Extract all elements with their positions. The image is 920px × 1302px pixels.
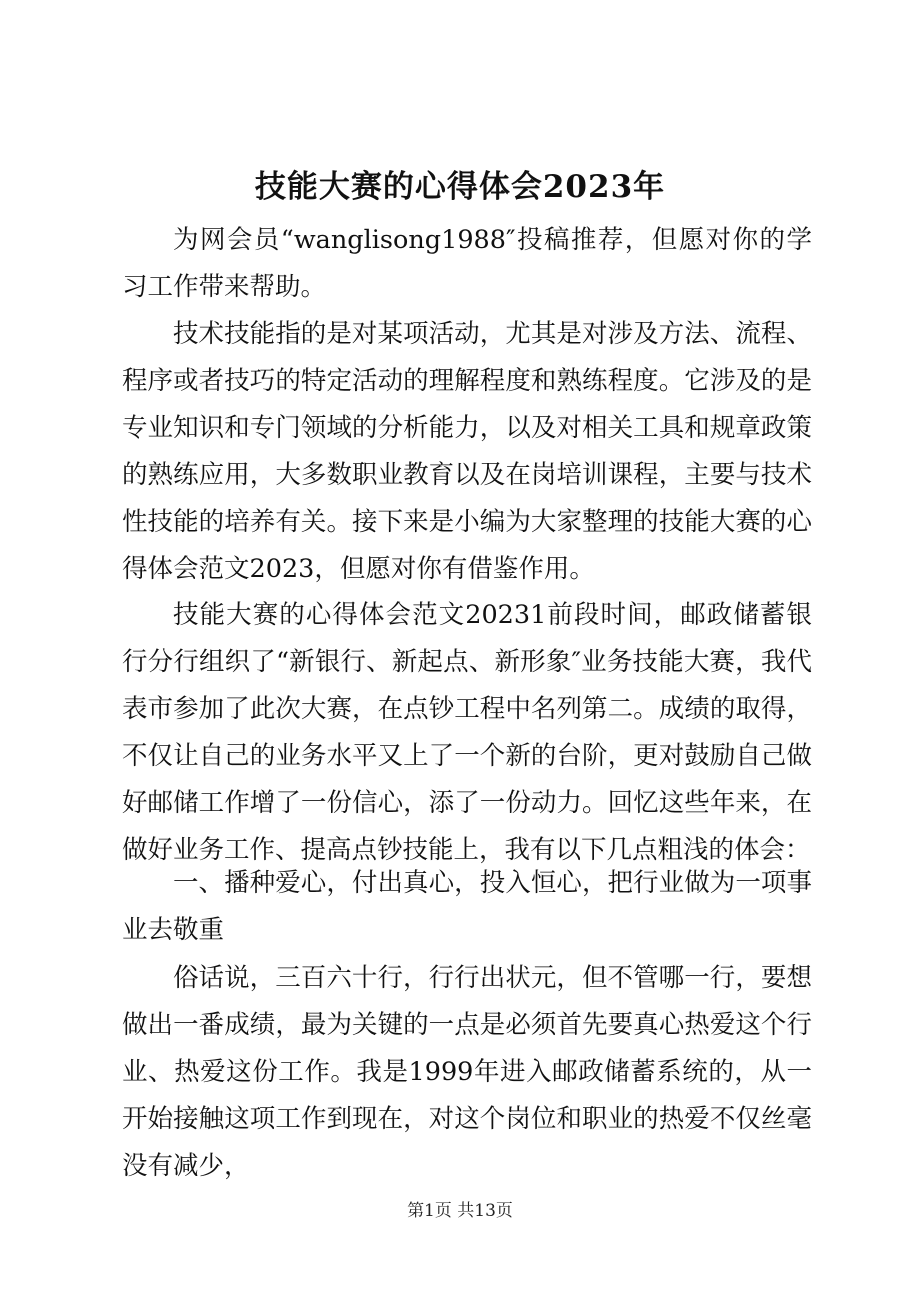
paragraph-intro: 为网会员“wanglisong1988″投稿推荐，但愿对你的学习工作带来帮助。: [122, 225, 812, 302]
page-number-footer: 第1页 共13页: [407, 1201, 513, 1221]
paragraph-sample-essay: 技能大赛的心得体会范文20231前段时间，邮政储蓄银行分行组织了“新银行、新起点、新形象″业务技能大赛，我代表市参加了此次大赛，在点钞工程中名列第二。成绩的取得，不仅让自己的业务水平又上了一个新的台阶，更对鼓励自己做好邮储工作增了一份信心，添了一份动力。回忆这些年来，在做好业务工作、提高点钞技能上，我有以下几点粗浅的体会：: [122, 600, 812, 865]
document-title: 技能大赛的心得体会2023年: [254, 169, 666, 205]
paragraph-definition: 技术技能指的是对某项活动，尤其是对涉及方法、流程、程序或者技巧的特定活动的理解程度和熟练程度。它涉及的是专业知识和专门领域的分析能力，以及对相关工具和规章政策的熟练应用，大多数职业教育以及在岗培训课程，主要与技术性技能的培养有关。接下来是小编为大家整理的技能大赛的心得体会范文2023，但愿对你有借鉴作用。: [122, 319, 812, 584]
paragraph-section-one: 俗话说，三百六十行，行行出状元，但不管哪一行，要想做出一番成绩，最为关键的一点是必须首先要真心热爱这个行业、热爱这份工作。我是1999年进入邮政储蓄系统的，从一开始接触这项工作到现在，对这个岗位和职业的热爱不仅丝毫没有减少，: [122, 963, 812, 1181]
section-heading-one: 一、播种爱心，付出真心，投入恒心，把行业做为一项事业去敬重: [122, 868, 812, 945]
